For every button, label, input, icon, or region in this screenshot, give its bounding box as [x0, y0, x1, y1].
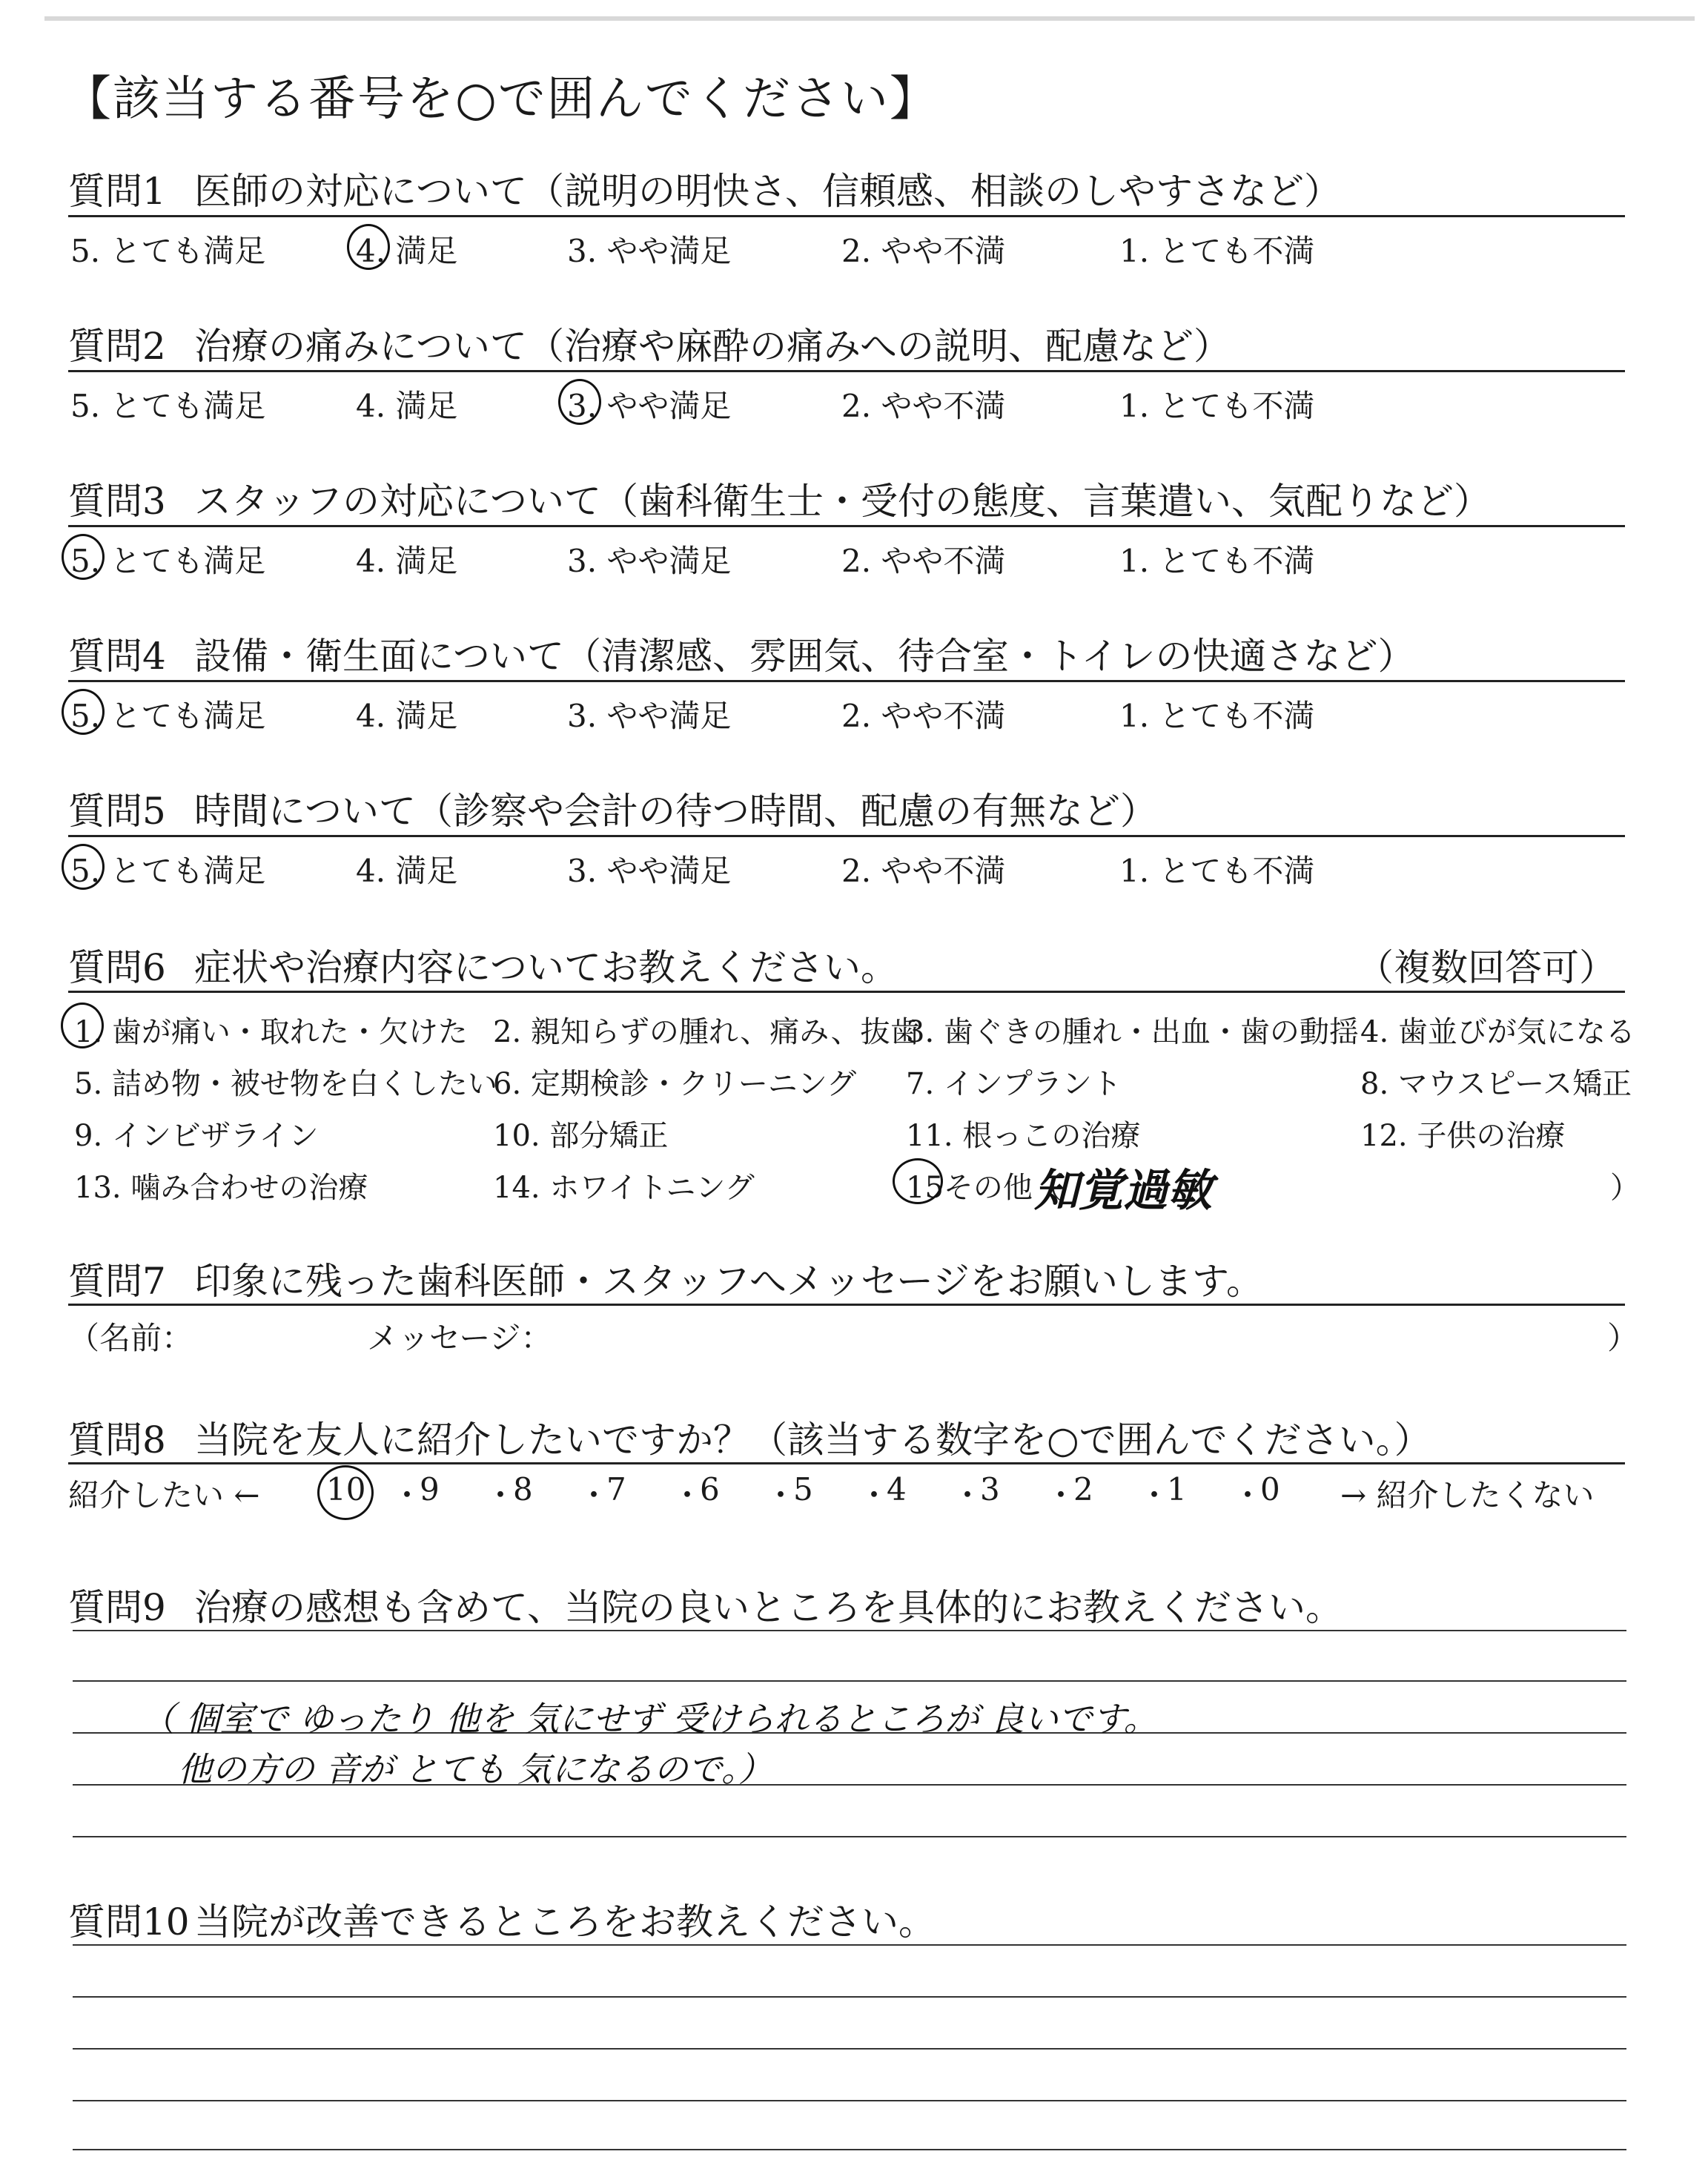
question-heading [68, 782, 1157, 835]
scale-value[interactable]: 0 [1260, 1471, 1280, 1507]
page-title: 【該当する番号を○で囲んでください】 [64, 72, 939, 127]
selection-circle [893, 1158, 943, 1204]
question-text: 医師の対応について（説明の明快さ、信頼感、相談のしやすさなど） [194, 170, 1341, 213]
q6-option[interactable]: 6. 定期検診・クリーニング [493, 1067, 857, 1101]
selection-circle [62, 534, 105, 580]
rating-option[interactable]: 3. やや満足 [567, 388, 732, 424]
scale-separator: ・ [1045, 1477, 1077, 1513]
question-text: 治療の痛みについて（治療や麻酔の痛みへの説明、配慮など） [194, 325, 1231, 368]
q7-number: 質問7 [68, 1260, 166, 1303]
rating-option[interactable]: 1. とても不満 [1119, 698, 1315, 734]
q6-text: 症状や治療内容についてお教えください。 [194, 946, 898, 989]
scale-separator: ・ [952, 1477, 984, 1513]
question-text: 設備・衛生面について（清潔感、雰囲気、待合室・トイレの快適さなど） [194, 635, 1415, 678]
scale-separator: ・ [672, 1477, 704, 1513]
q10-line [73, 1944, 1626, 1946]
q6-option[interactable]: 1. 歯が痛い・取れた・欠けた [74, 1015, 468, 1049]
q8-right-label: → 紹介したくない [1340, 1477, 1595, 1513]
q10-text: 当院が改善できるところをお教えください。 [194, 1900, 936, 1943]
rating-option[interactable]: 2. やや不満 [841, 543, 1006, 579]
q6-option[interactable]: 12. 子供の治療 [1360, 1119, 1566, 1153]
scale-value[interactable]: 10 [326, 1471, 366, 1507]
question-rule [68, 525, 1625, 527]
rating-option[interactable]: 5. とても満足 [70, 698, 266, 734]
q8-number: 質問8 [68, 1418, 166, 1462]
scale-value[interactable]: 8 [513, 1471, 533, 1507]
q6-option[interactable]: 7. インプラント [906, 1067, 1122, 1101]
scale-value[interactable]: 5 [793, 1471, 813, 1507]
q8-text: 当院を友人に紹介したいですか？（該当する数字を○で囲んでください。） [194, 1418, 1431, 1462]
q6-option[interactable]: 10. 部分矯正 [493, 1119, 669, 1153]
question-number: 質問2 [68, 325, 166, 368]
rating-option[interactable]: 3. やや満足 [567, 233, 732, 269]
q7-message-label: メッセージ： [367, 1320, 552, 1356]
scale-separator: ・ [858, 1477, 890, 1513]
q6-rule [68, 991, 1625, 993]
scale-value[interactable]: 9 [420, 1471, 440, 1507]
rating-option[interactable]: 3. やや満足 [567, 698, 732, 734]
q6-other-close: ） [1610, 1171, 1640, 1205]
q7-rule [68, 1304, 1625, 1306]
rating-option[interactable]: 3. やや満足 [567, 543, 732, 579]
selection-circle [61, 1003, 104, 1048]
selection-circle [317, 1465, 374, 1520]
question-number: 質問1 [68, 170, 166, 213]
scale-separator: ・ [578, 1477, 610, 1513]
q6-option[interactable]: 4. 歯並びが気になる [1360, 1015, 1635, 1049]
selection-circle [558, 379, 601, 425]
rating-option[interactable]: 4. 満足 [356, 233, 458, 269]
rating-option[interactable]: 3. やや満足 [567, 853, 732, 889]
rating-option[interactable]: 2. やや不満 [841, 388, 1006, 424]
q6-other-answer: 知覚過敏 [1034, 1165, 1212, 1217]
rating-option[interactable]: 2. やや不満 [841, 698, 1006, 734]
q7-heading [68, 1252, 1263, 1305]
q6-option[interactable]: 9. インビザライン [74, 1119, 319, 1153]
question-rule [68, 835, 1625, 837]
question-text: 時間について（診察や会計の待つ時間、配慮の有無など） [194, 790, 1157, 833]
rating-option[interactable]: 1. とても不満 [1119, 233, 1315, 269]
q6-option[interactable]: 8. マウスピース矯正 [1360, 1067, 1632, 1101]
scale-separator: ・ [485, 1477, 517, 1513]
rating-option[interactable]: 4. 満足 [356, 543, 458, 579]
question-number: 質問4 [68, 635, 166, 678]
q10-line [73, 2149, 1626, 2150]
q9-line [73, 1630, 1626, 1631]
q6-option[interactable]: 13. 噛み合わせの治療 [74, 1171, 368, 1205]
q10-line [73, 1996, 1626, 1998]
q6-option[interactable]: 5. 詰め物・被せ物を白くしたい [74, 1067, 497, 1101]
q7-text: 印象に残った歯科医師・スタッフへメッセージをお願いします。 [194, 1260, 1263, 1303]
question-heading [68, 317, 1231, 370]
question-rule [68, 680, 1625, 682]
scale-separator: ・ [391, 1477, 423, 1513]
scale-value[interactable]: 1 [1167, 1471, 1187, 1507]
q8-rule [68, 1462, 1625, 1464]
q9-answer-line-1: （ 個室で ゆったり 他を 気にせず 受けられるところが 良いです。 [141, 1699, 1158, 1739]
question-heading [68, 162, 1341, 215]
rating-option[interactable]: 1. とても不満 [1119, 543, 1315, 579]
scale-separator: ・ [765, 1477, 797, 1513]
selection-circle [347, 224, 390, 270]
question-rule [68, 370, 1625, 372]
q6-number: 質問6 [68, 946, 166, 989]
q9-text: 治療の感想も含めて、当院の良いところを具体的にお教えください。 [194, 1586, 1343, 1629]
q9-heading [68, 1578, 1343, 1631]
scale-separator: ・ [1232, 1477, 1264, 1513]
q7-close: ） [1607, 1320, 1639, 1356]
q10-number: 質問10 [68, 1900, 190, 1943]
rating-option[interactable]: 2. やや不満 [841, 853, 1006, 889]
q6-option[interactable]: 15その他（ [906, 1171, 1062, 1205]
q10-line [73, 2048, 1626, 2050]
scale-value[interactable]: 6 [700, 1471, 720, 1507]
scale-value[interactable]: 7 [606, 1471, 626, 1507]
scale-value[interactable]: 3 [980, 1471, 1000, 1507]
rating-option[interactable]: 5. とても満足 [70, 388, 266, 424]
question-rule [68, 215, 1625, 217]
selection-circle [62, 844, 105, 890]
rating-option[interactable]: 2. やや不満 [841, 233, 1006, 269]
selection-circle [62, 689, 105, 735]
scale-separator: ・ [1139, 1477, 1171, 1513]
rating-option[interactable]: 1. とても不満 [1119, 388, 1315, 424]
question-heading [68, 472, 1491, 525]
q9-number: 質問9 [68, 1586, 166, 1629]
scale-value[interactable]: 2 [1073, 1471, 1093, 1507]
question-number: 質問5 [68, 790, 166, 833]
rating-option[interactable]: 4. 満足 [356, 388, 458, 424]
rating-option[interactable]: 4. 満足 [356, 853, 458, 889]
scale-value[interactable]: 4 [887, 1471, 907, 1507]
question-number: 質問3 [68, 480, 166, 523]
q6-option[interactable]: 14. ホワイトニング [493, 1171, 755, 1205]
rating-option[interactable]: 5. とても満足 [70, 233, 266, 269]
q6-note: （複数回答可） [1357, 946, 1616, 989]
q8-left-label: 紹介したい ← [68, 1477, 260, 1513]
rating-option[interactable]: 5. とても満足 [70, 853, 266, 889]
rating-option[interactable]: 5. とても満足 [70, 543, 266, 579]
q8-heading [68, 1410, 1431, 1464]
q9-answer-line-2: 他の方の 音が とても 気になるので。） [178, 1749, 772, 1789]
q10-line [73, 2100, 1626, 2101]
question-text: スタッフの対応について（歯科衛生士・受付の態度、言葉遣い、気配りなど） [194, 480, 1491, 523]
rating-option[interactable]: 4. 満足 [356, 698, 458, 734]
top-border [44, 16, 1695, 21]
q9-line [73, 1836, 1626, 1837]
q10-heading [68, 1892, 936, 1946]
question-heading [68, 627, 1415, 680]
q7-name-label: （名前： [68, 1320, 193, 1356]
q6-option[interactable]: 11. 根っこの治療 [906, 1119, 1141, 1153]
q6-option[interactable]: 3. 歯ぐきの腫れ・出血・歯の動揺 [906, 1015, 1359, 1049]
q6-heading [68, 938, 898, 991]
q9-line [73, 1680, 1626, 1682]
rating-option[interactable]: 1. とても不満 [1119, 853, 1315, 889]
q6-option[interactable]: 2. 親知らずの腫れ、痛み、抜歯 [493, 1015, 920, 1049]
